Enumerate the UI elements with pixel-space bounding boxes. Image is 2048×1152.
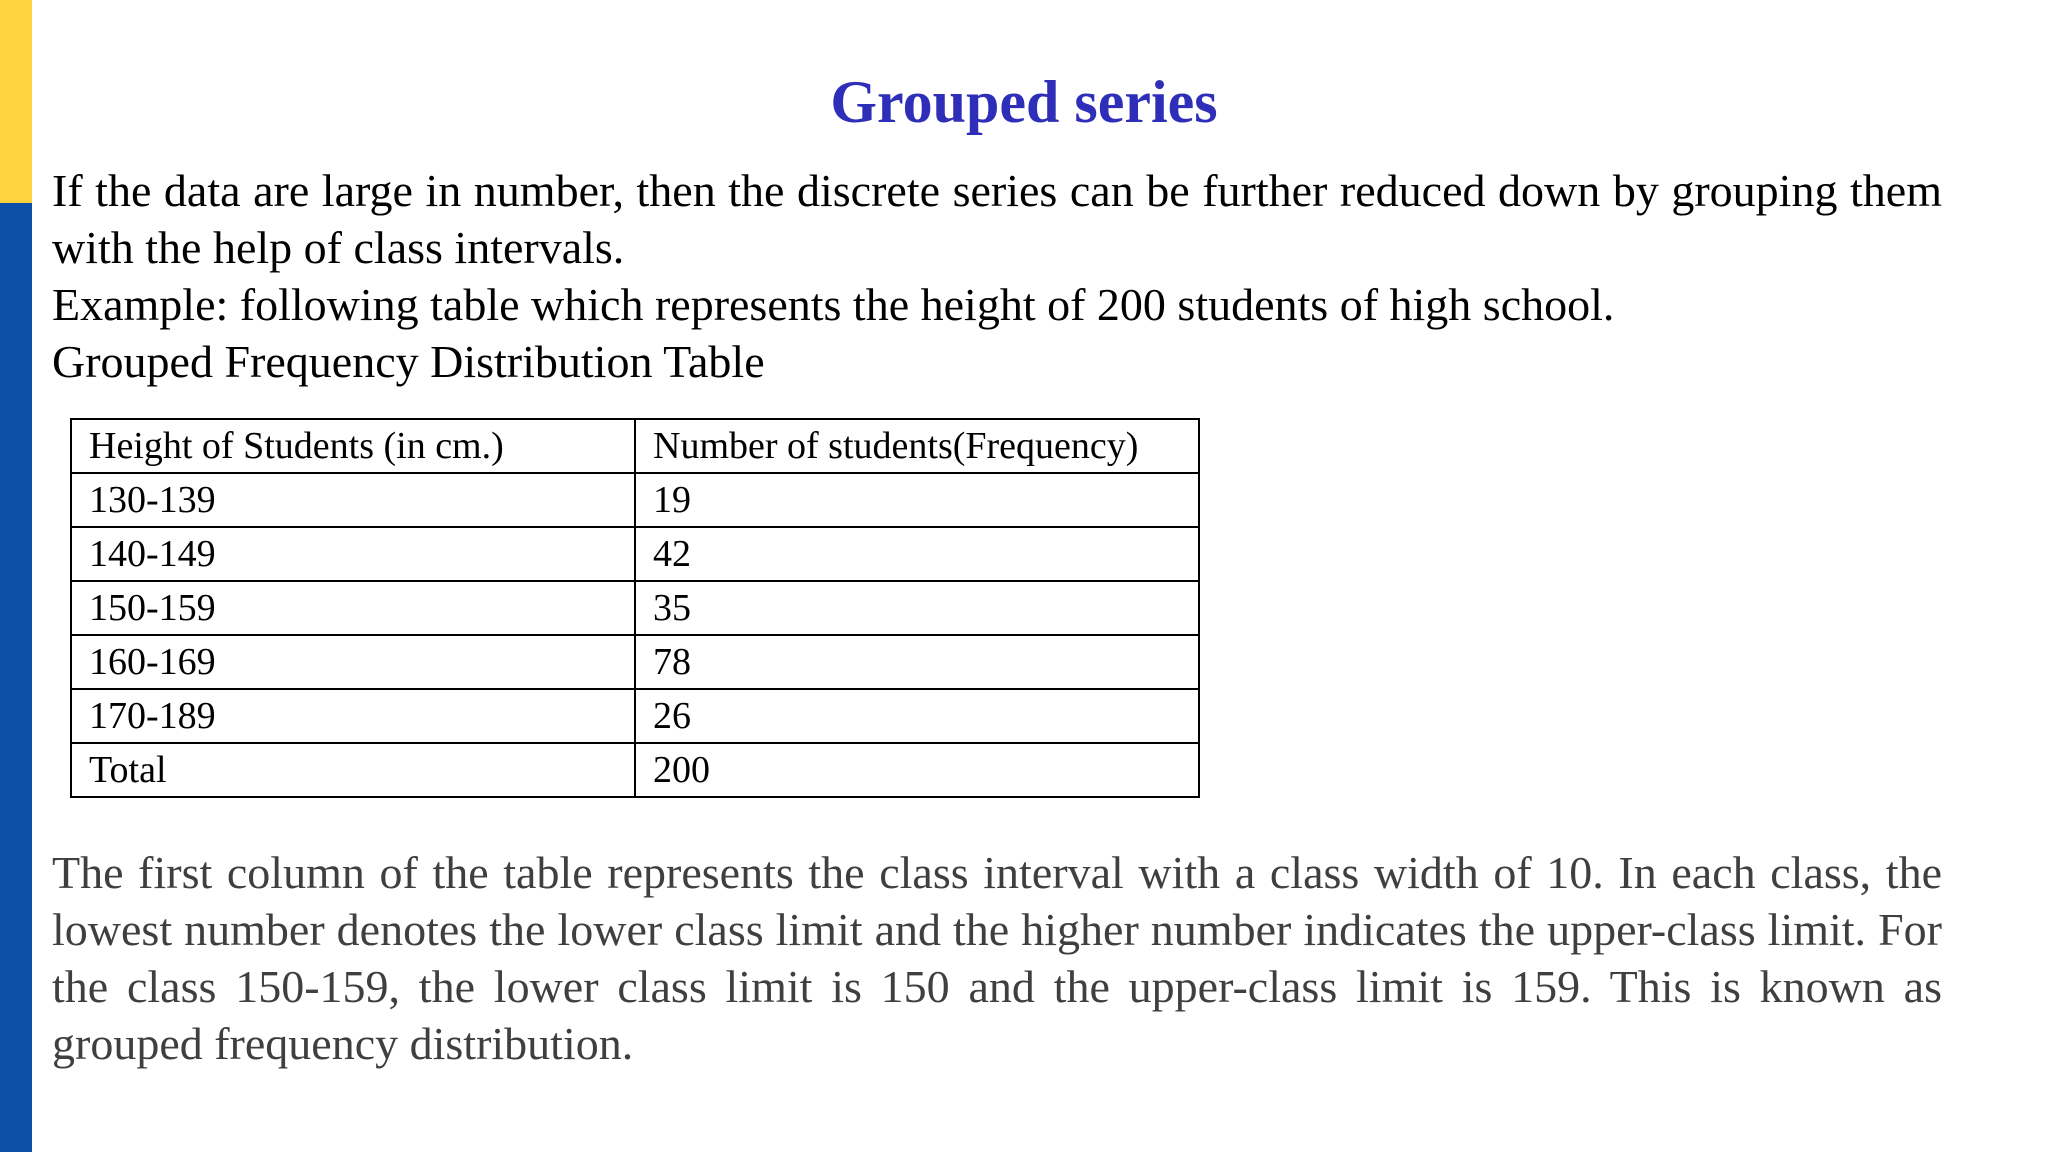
table-cell-frequency: 19: [635, 473, 1199, 527]
table-cell-height: 160-169: [71, 635, 635, 689]
explanation-text: The first column of the table represents the class interval with a class width of 10. In each class, the lowest number denotes the lower class limit and the higher number indicates the upper-class limit. For the class 150-159, the lower class limit is 150 and the upper-class limit is 159. This is known as grouped frequency distribution.: [52, 847, 1942, 1069]
table-cell-height: 170-189: [71, 689, 635, 743]
frequency-table: [70, 418, 1200, 798]
table-row: [71, 689, 1199, 743]
table-header-row: [71, 419, 1199, 473]
table-cell-frequency: 42: [635, 527, 1199, 581]
table-row: [71, 527, 1199, 581]
table-cell-total-label: Total: [71, 743, 635, 797]
table-header-height: Height of Students (in cm.): [71, 419, 635, 473]
slide-title: Grouped series: [830, 69, 1218, 135]
intro-text: [52, 162, 1942, 390]
intro-paragraph: If the data are large in number, then the discrete series can be further reduced down by grouping them with the help of class intervals.: [52, 165, 1942, 273]
table-cell-frequency: 26: [635, 689, 1199, 743]
example-text: Example: following table which represents the height of 200 students of high school.: [52, 279, 1615, 330]
accent-bar-blue: [0, 203, 32, 1152]
table-caption: Grouped Frequency Distribution Table: [52, 336, 765, 387]
table-row: [71, 581, 1199, 635]
table-cell-frequency: 78: [635, 635, 1199, 689]
table-row: [71, 473, 1199, 527]
table-cell-total-value: 200: [635, 743, 1199, 797]
table-total-row: [71, 743, 1199, 797]
table-header-frequency: Number of students(Frequency): [635, 419, 1199, 473]
table-cell-height: 130-139: [71, 473, 635, 527]
table-cell-height: 140-149: [71, 527, 635, 581]
table-cell-height: 150-159: [71, 581, 635, 635]
table-row: [71, 635, 1199, 689]
table-cell-frequency: 35: [635, 581, 1199, 635]
